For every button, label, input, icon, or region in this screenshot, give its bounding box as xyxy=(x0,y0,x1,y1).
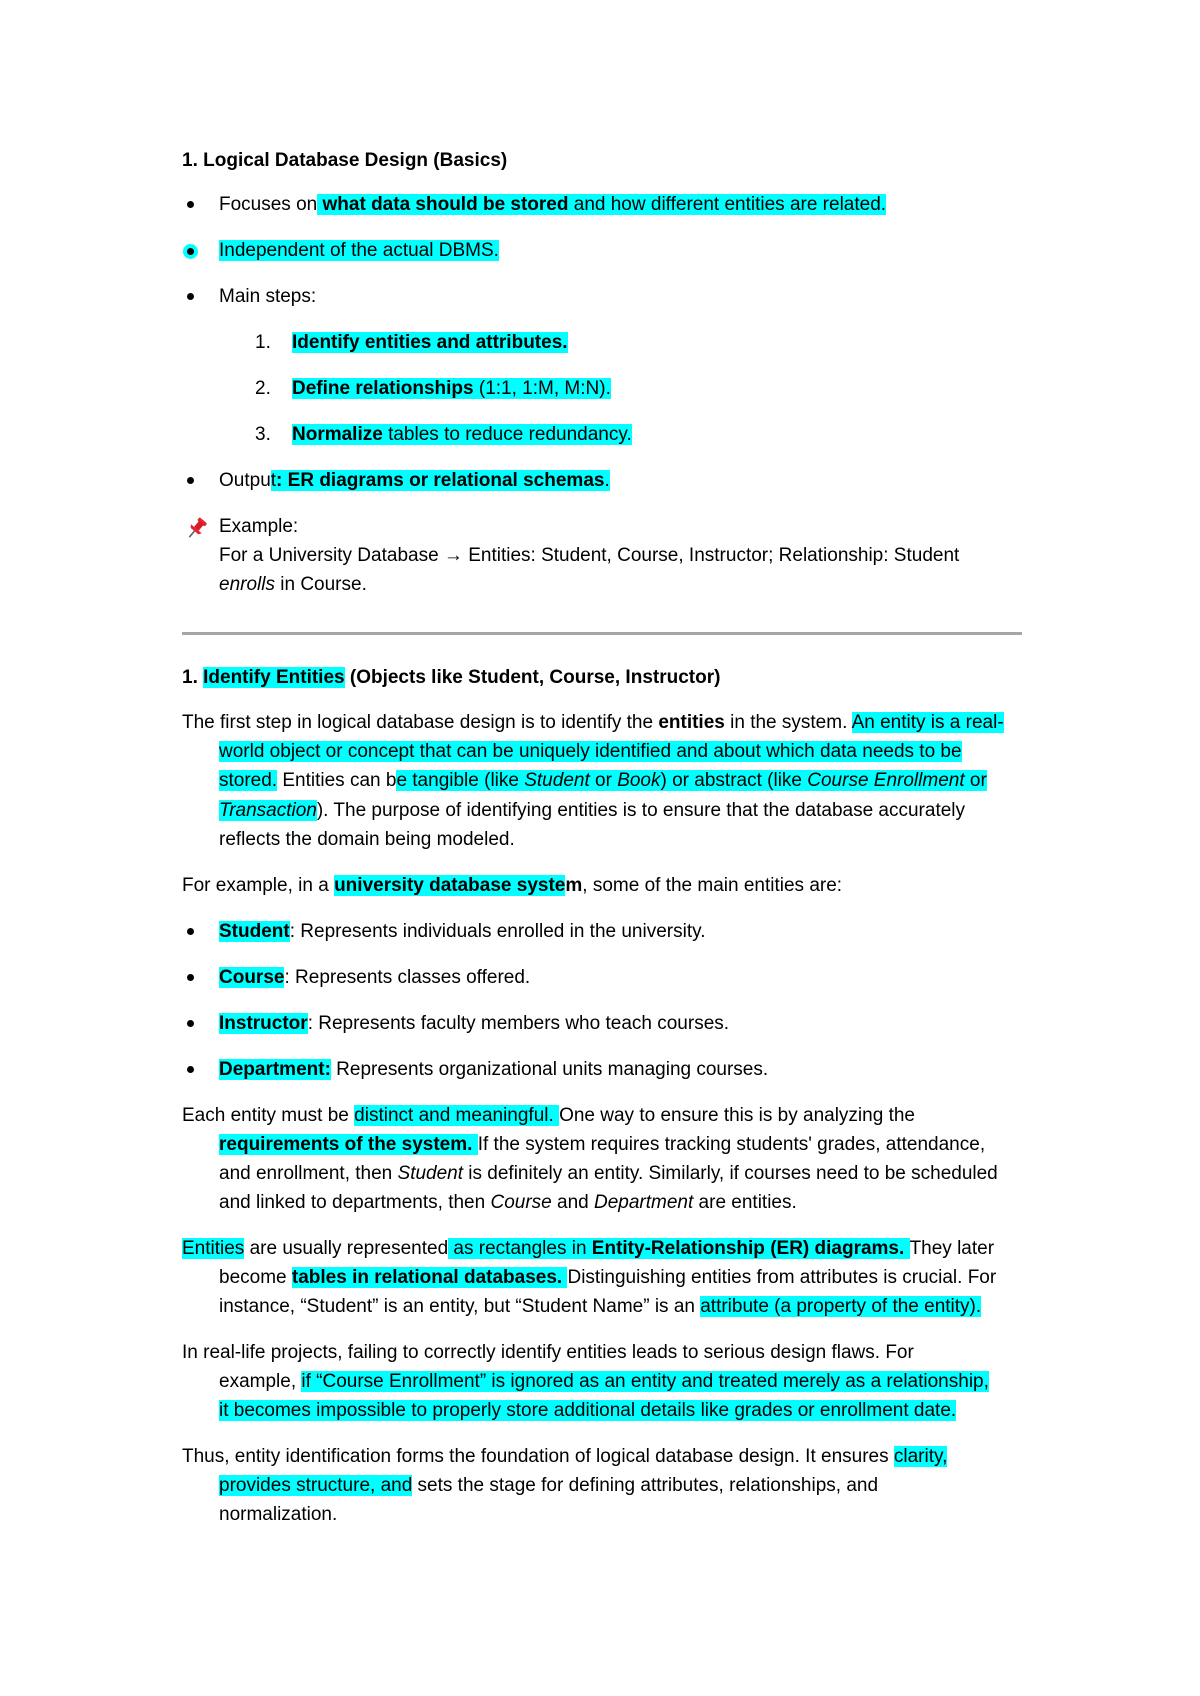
paragraph-line: For example, in a university database system, some of the main entities are: xyxy=(182,875,843,896)
paragraph-line: provides structure, and sets the stage for defining attributes, relationships, and xyxy=(219,1475,879,1496)
paragraph-line: Thus, entity identification forms the foundation of logical database design. It ensures clarity, xyxy=(182,1446,948,1467)
bullet-dot-icon xyxy=(187,293,194,300)
paragraph-line: The first step in logical database design is to identify the entities in the system. An entity is a real- xyxy=(182,712,1004,733)
paragraph-line: world object or concept that can be uniquely identified and about which data needs to be xyxy=(219,741,962,762)
bullet-text: Main steps: xyxy=(219,286,317,307)
bullet-dot-icon xyxy=(187,477,194,484)
paragraph-line: In real-life projects, failing to correctly identify entities leads to serious design flaws. For xyxy=(182,1342,914,1363)
example-text: For a University Database → Entities: Student, Course, Instructor; Relationship: Student xyxy=(219,545,960,566)
paragraph-line: normalization. xyxy=(219,1504,338,1525)
paragraph-line: reflects the domain being modeled. xyxy=(219,829,515,850)
bullet-text: Output: ER diagrams or relational schemas. xyxy=(219,470,610,491)
example-text: enrolls in Course. xyxy=(219,574,367,595)
paragraph-line: Entities are usually represented as rectangles in Entity-Relationship (ER) diagrams. They later xyxy=(182,1238,995,1259)
paragraph-line: Each entity must be distinct and meaningful. One way to ensure this is by analyzing the xyxy=(182,1105,915,1126)
paragraph-line: and linked to departments, then Course and Department are entities. xyxy=(219,1192,797,1213)
paragraph-line: Transaction). The purpose of identifying entities is to ensure that the database accurately xyxy=(219,800,966,821)
step-text: Define relationships (1:1, 1:M, M:N). xyxy=(292,378,611,399)
section-heading: 1. Logical Database Design (Basics) xyxy=(182,150,508,171)
paragraph-line: requirements of the system. If the system requires tracking students' grades, attendance, xyxy=(219,1134,986,1155)
step-text: Normalize tables to reduce redundancy. xyxy=(292,424,632,445)
paragraph-line: become tables in relational databases. Distinguishing entities from attributes is crucial. For xyxy=(219,1267,997,1288)
bullet-dot-icon xyxy=(187,928,194,935)
paragraph-line: stored. Entities can be tangible (like Student or Book) or abstract (like Course Enrollment or xyxy=(219,770,987,791)
paragraph-line: and enrollment, then Student is definitely an entity. Similarly, if courses need to be scheduled xyxy=(219,1163,998,1184)
list-item: Course: Represents classes offered. xyxy=(219,967,531,988)
bullet-dot-icon xyxy=(187,1020,194,1027)
section-heading: 1. Identify Entities (Objects like Student, Course, Instructor) xyxy=(182,667,721,688)
step-text: Identify entities and attributes. xyxy=(292,332,568,353)
list-item: Department: Represents organizational units managing courses. xyxy=(219,1059,769,1080)
bullet-text: Focuses on what data should be stored and how different entities are related. xyxy=(219,194,887,215)
pushpin-icon xyxy=(184,515,210,541)
paragraph-line: example, if “Course Enrollment” is ignored as an entity and treated merely as a relationship, xyxy=(219,1371,989,1392)
horizontal-divider xyxy=(182,632,1022,635)
step-number: 3. xyxy=(255,424,271,445)
step-number: 1. xyxy=(255,332,271,353)
example-label: Example: xyxy=(219,516,299,537)
bullet-text: Independent of the actual DBMS. xyxy=(219,240,499,261)
bullet-dot-icon xyxy=(187,974,194,981)
step-number: 2. xyxy=(255,378,271,399)
paragraph-line: it becomes impossible to properly store additional details like grades or enrollment date. xyxy=(219,1400,957,1421)
bullet-dot-icon xyxy=(187,201,194,208)
list-item: Student: Represents individuals enrolled in the university. xyxy=(219,921,706,942)
bullet-dot-icon xyxy=(187,248,194,255)
list-item: Instructor: Represents faculty members who teach courses. xyxy=(219,1013,730,1034)
bullet-dot-icon xyxy=(187,1066,194,1073)
paragraph-line: instance, “Student” is an entity, but “Student Name” is an attribute (a property of the entity). xyxy=(219,1296,982,1317)
